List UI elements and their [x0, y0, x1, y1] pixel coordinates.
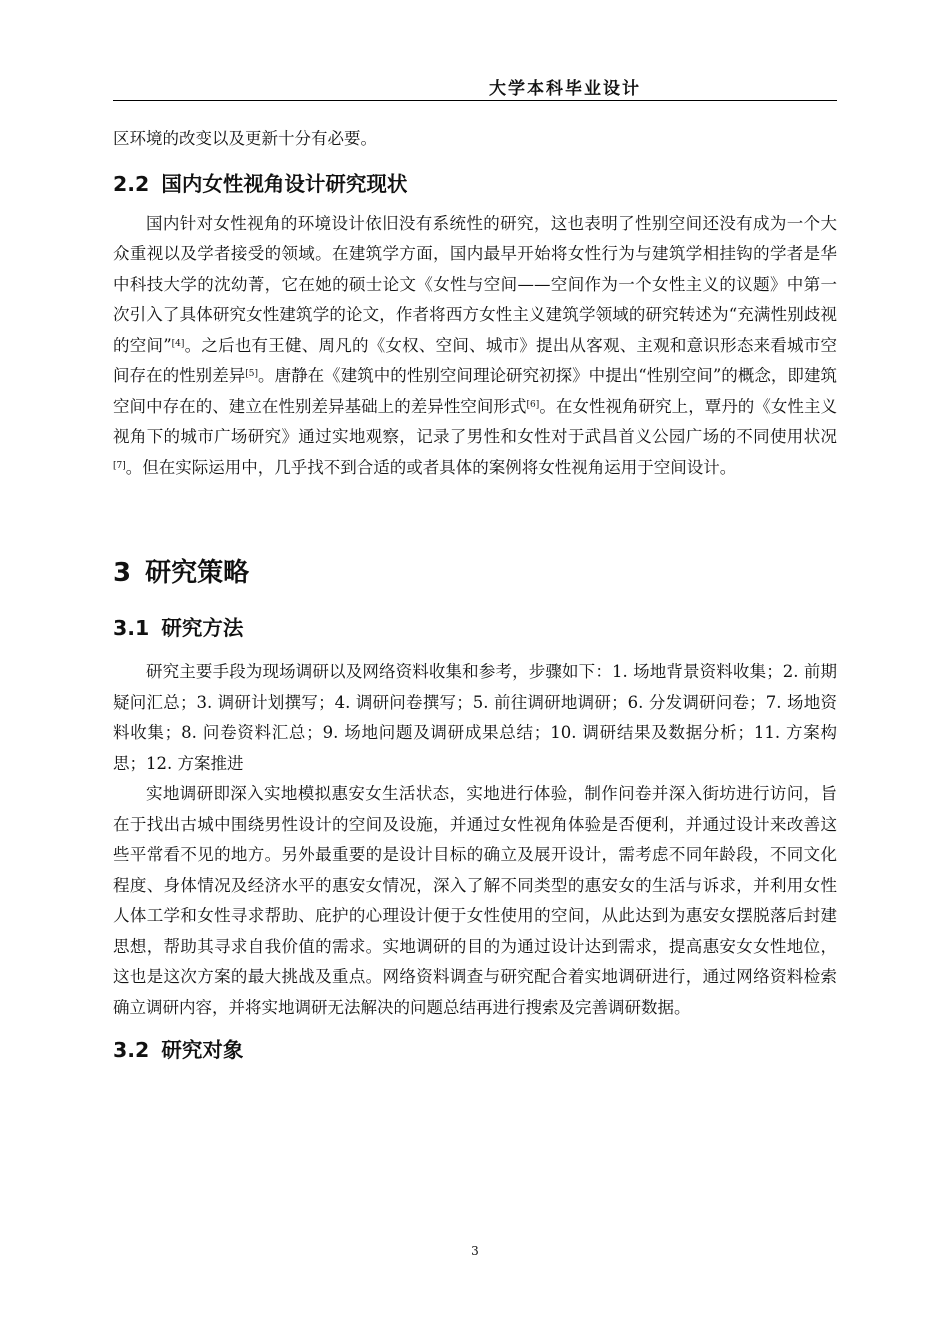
paragraph-2-2 [113, 209, 837, 484]
section-number: 2.2 [113, 171, 150, 196]
document-body [113, 124, 837, 1065]
section-number: 3.1 [113, 616, 150, 640]
paragraph-3-1-steps: 研究主要手段为现场调研以及网络资料收集和参考，步骤如下：1. 场地背景资料收集；2. 前期疑问汇总；3. 调研计划撰写；4. 调研问卷撰写；5. 前往调研地调研；6. 分发调研问卷；7. 场地资料收集；8. 问卷资料汇总；9. 场地问题及调研成果总结；10. 调研结果及数据分析；11. 方案构思；12. 方案推进 [113, 662, 837, 773]
section-heading-3-1 [113, 613, 837, 643]
citation-ref: [4] [171, 338, 185, 349]
header-title: 大学本科毕业设计 [489, 79, 641, 99]
page-number: 3 [471, 1244, 479, 1258]
citation-ref: [6] [526, 399, 540, 410]
section-heading-2-2 [113, 169, 837, 199]
paragraph-text: 。唐静在《建筑中的性别空间理论研究初探》中提出“性别空间”的概念，即建筑空间中存在的、建立在性别差异基础上的差异性空间形式 [113, 366, 837, 416]
section-heading-3-2 [113, 1035, 837, 1065]
section-title: 研究对象 [161, 1038, 244, 1062]
citation-ref: [7] [113, 460, 126, 471]
citation-ref: [5] [245, 369, 258, 379]
paragraph-text: 。之后也有王健、周凡的《女权、空间、城市》提出从客观、主观和意识形态来看城市空间存在的性别差异 [113, 335, 838, 385]
section-number: 3.2 [113, 1038, 150, 1062]
section-title: 国内女性视角设计研究现状 [161, 171, 408, 196]
chapter-title: 研究策略 [145, 558, 250, 588]
section-title: 研究方法 [161, 616, 244, 640]
paragraph-text: 。在女性视角研究上，覃丹的《女性主义视角下的城市广场研究》通过实地观察，记录了男性和女性对于武昌首义公园广场的不同使用状况 [113, 396, 838, 446]
paragraph-3-1-field-research: 实地调研即深入实地模拟惠安女生活状态，实地进行体验，制作问卷并深入街坊进行访问，旨在于找出古城中围绕男性设计的空间及设施，并通过女性视角体验是否便利，并通过设计来改善这些平常看不见的地方。另外最重要的是设计目标的确立及展开设计，需考虑不同年龄段，不同文化程度、身体情况及经济水平的惠安女情况，深入了解不同类型的惠安女的生活与诉求，并利用女性人体工学和女性寻求帮助、庇护的心理设计便于女性使用的空间，从此达到为惠安女摆脱落后封建思想，帮助其寻求自我价值的需求。实地调研的目的为通过设计达到需求，提高惠安女女性地位，这也是这次方案的最大挑战及重点。网络资料调查与研究配合着实地调研进行，通过网络资料检索确立调研内容，并将实地调研无法解决的问题总结再进行搜索及完善调研数据。 [113, 784, 837, 1017]
chapter-number: 3 [113, 558, 132, 588]
chapter-heading-3 [113, 555, 837, 591]
paragraph-text: 国内针对女性视角的环境设计依旧没有系统性的研究，这也表明了性别空间还没有成为一个大众重视以及学者接受的领域。在建筑学方面，国内最早开始将女性行为与建筑学相挂钩的学者是华中科技大学的沈幼菁，它在她的硕士论文《女性与空间——空间作为一个女性主义的议题》中第一次引入了具体研究女性建筑学的论文，作者将西方女性主义建筑学领域的研究转述为“充满性别歧视的空间” [113, 213, 837, 355]
page-header [113, 72, 837, 101]
continuation-paragraph: 区环境的改变以及更新十分有必要。 [113, 129, 377, 148]
paragraph-text: 。但在实际运用中，几乎找不到合适的或者具体的案例将女性视角运用于空间设计。 [125, 457, 737, 477]
